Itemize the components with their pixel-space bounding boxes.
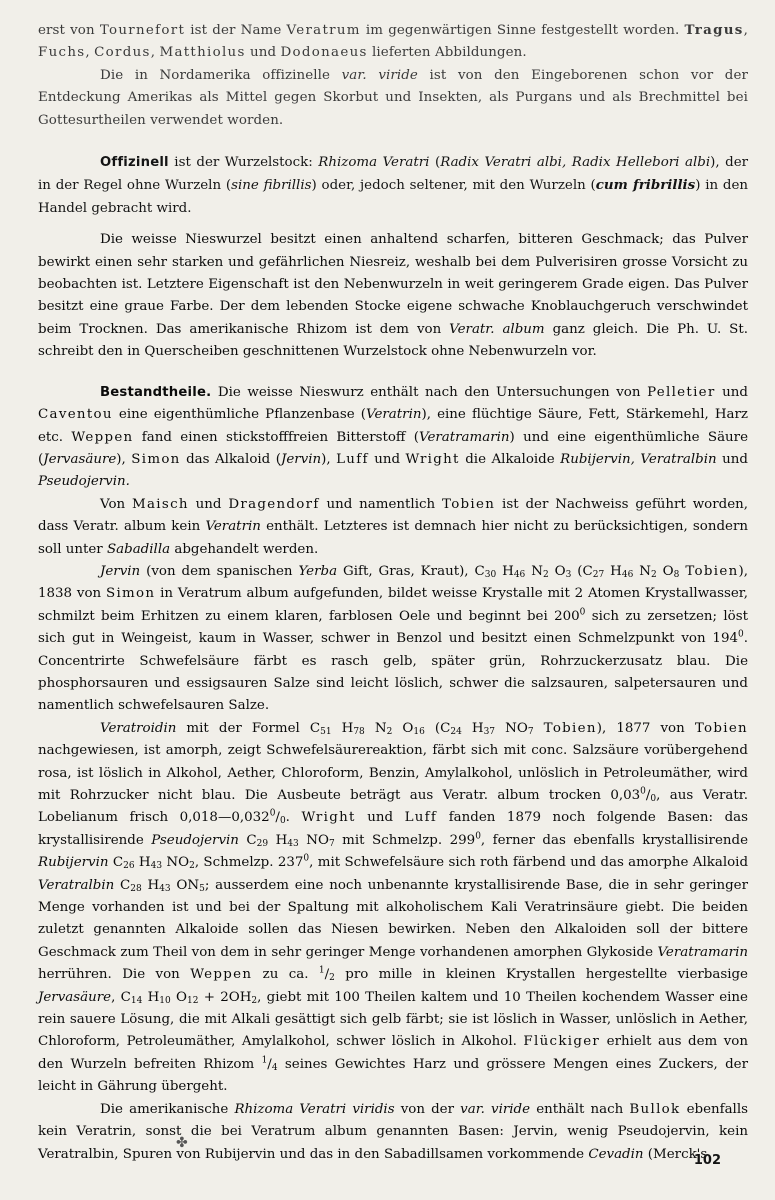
text-run-sub: 0: [650, 794, 657, 804]
text-run: /: [267, 1056, 272, 1072]
text-run-sup: 0: [640, 786, 646, 797]
text-run-i: sine fibrillis: [231, 178, 312, 194]
text-run: H: [496, 563, 514, 579]
text-run-sub: 10: [159, 995, 171, 1006]
text-run-sp: Weppen: [71, 429, 134, 445]
text-run: ON: [170, 877, 200, 893]
text-run: erhielt aus dem von den Wurzeln befreiten Rhizom: [38, 1034, 748, 1072]
text-run: nachgewiesen, ist amorph, zeigt Schwefelsäurereaktion, färbt sich mit conc. Salzsäure vorübergehend rosa, ist löslich in Alkohol, Aether, Chloroform, Benzin, Amylalkohol, unlöslich in Petroleumäther, wird mit Rohrzucker nicht blau. Die Ausbeute beträgt aus Veratr. album trocken 0,03: [38, 743, 748, 803]
text-run: und: [245, 45, 281, 61]
text-run-sub: 2: [189, 861, 195, 872]
text-run-sub: 2: [329, 973, 335, 984]
text-run-sub: 3: [565, 569, 572, 580]
text-run: Von: [100, 496, 133, 512]
text-run-sub: 2: [542, 569, 549, 580]
text-run: ; ausserdem eine noch unbenannte krystallisirende Base, die in sehr geringer Menge vorhanden ist und bei der Spaltung mit alkoholischem Kali Veratrinsäure giebt. Die beiden zuletzt genannten Alkaloide sollen das Niesen bewirken. Neben den Alkaloiden soll der bittere Geschmack zum Theil von dem in sehr geringer Menge vorhandenen amorphen Glykoside: [38, 877, 748, 960]
text-run: ganz gleich. Die Ph. U. St. schreibt den in Querscheiben geschnittenen Wurzelstock ohne Nebenwurzeln vor.: [38, 321, 748, 360]
text-run: N: [525, 563, 543, 579]
text-run-i: Veratroidin: [100, 720, 177, 736]
text-run-i: Rubijervin, Veratralbin: [560, 451, 717, 467]
text-run-sp: Tobien: [543, 720, 597, 736]
text-run: H: [604, 563, 622, 579]
text-run: H: [142, 989, 160, 1005]
text-run: pro mille in kleinen Krystallen hergestellte vierbasige: [334, 967, 748, 983]
text-run: Gift, Gras, Kraut), C: [337, 563, 485, 579]
text-run-sub: 0: [279, 816, 286, 827]
text-run-i: Sabadilla: [106, 541, 171, 557]
text-run: N: [633, 563, 651, 579]
text-run: , C: [111, 989, 131, 1005]
text-run-sp: Tobien: [685, 563, 739, 579]
text-run-head: Bestandtheile.: [100, 384, 212, 400]
text-run: ),: [321, 451, 337, 467]
paragraph-history-tournefort: [38, 19, 748, 65]
text-run: C: [114, 877, 131, 893]
text-run: (Merck's: [643, 1146, 708, 1162]
text-run: .: [285, 810, 302, 826]
text-run: ), 1877 von: [596, 720, 695, 736]
text-run-sp: Luff: [404, 810, 438, 826]
page-number: 102: [693, 1153, 721, 1168]
text-run-sub: 30: [484, 569, 497, 580]
text-run-sp: Wright: [301, 810, 356, 826]
text-run-i: var. viride: [460, 1101, 531, 1117]
text-run-sub: 51: [320, 726, 332, 737]
paragraph-nieswurzel-properties: [38, 229, 748, 363]
text-run: und: [368, 451, 406, 467]
text-run-i: Rhizoma Veratri viridis: [234, 1101, 395, 1117]
text-run-sp: Fuchs: [38, 45, 86, 61]
text-run: sich zu zersetzen; löst sich gut in Weingeist, kaum in Wasser, schwer in Benzol und besitzt einen Schmelzpunkt von 194: [38, 608, 748, 647]
text-run-sub: 27: [592, 569, 605, 580]
text-run: (C: [571, 563, 593, 579]
text-run-sp: Dragendorf: [228, 496, 320, 512]
text-run: und: [715, 384, 748, 400]
text-run: (: [429, 155, 441, 171]
text-run-sup: 1: [318, 965, 325, 976]
text-run: , giebt mit 100 Theilen kaltem und 10 Theilen kochendem Wasser eine rein sauere Lösung, die mit Alkali gesättigt sich gelb färbt; sie ist löslich in Wasser, unlöslich in Aether, Chloroform, Petroleumäther, Amylalkohol, schwer löslich in Alkohol.: [38, 989, 748, 1050]
text-run: H: [141, 877, 160, 893]
text-run-sub: 7: [527, 726, 534, 737]
text-run-sub: 4: [271, 1062, 278, 1073]
text-run: , Schmelzp. 237: [194, 855, 304, 871]
text-run: /: [324, 967, 330, 983]
text-run-sub: 28: [130, 883, 142, 894]
text-run-b-sp: Tragus: [684, 22, 744, 38]
text-run: [534, 721, 544, 736]
text-run: in Veratrum album aufgefunden, bildet weisse Krystalle mit 2 Atomen Krystallwasser, schmilzt beim Erhitzen zu einem klaren, farblosen Oele und beginnt bei 200: [38, 586, 748, 624]
text-run-sup: 0: [738, 629, 744, 640]
text-run: , mit Schwefelsäure sich roth färbend und das amorphe Alkaloid: [309, 855, 749, 871]
text-run: NO: [298, 832, 329, 848]
text-run-sp: Caventou: [38, 407, 113, 423]
text-run-sp: Veratrum: [286, 23, 361, 38]
text-run: enthält nach: [530, 1101, 630, 1117]
text-run-i: Yerba: [298, 563, 338, 579]
text-run-sub: 16: [413, 726, 425, 737]
text-run-sp: Wright: [405, 451, 460, 467]
paragraph-american-rhizome: [38, 1099, 748, 1166]
text-run-i: Pseudojervin: [151, 832, 239, 848]
text-run: ), der in der Regel ohne Wurzeln (: [38, 155, 749, 194]
text-run: Die amerikanische: [100, 1101, 235, 1117]
text-run-sub: 37: [483, 726, 496, 737]
text-run: O: [656, 563, 674, 579]
text-run: ist der Name: [185, 23, 287, 38]
text-run-sup: 0: [269, 808, 276, 819]
text-run: lieferten Abbildungen.: [367, 45, 527, 61]
paragraph-jervin: [38, 561, 748, 718]
text-run-sub: 5: [199, 883, 205, 894]
text-run-sub: 29: [256, 838, 269, 849]
text-run: und: [355, 810, 405, 826]
text-run-sup: 0: [475, 831, 481, 842]
text-run-sup: 0: [303, 853, 310, 864]
text-run-i: Veratr. album: [449, 321, 545, 337]
text-run-sub: 46: [513, 569, 526, 580]
text-run: H: [461, 720, 484, 736]
text-run-sp: Simon: [105, 586, 156, 602]
text-run: H: [331, 720, 354, 736]
text-run: Die in Nordamerika offizinelle: [100, 67, 342, 83]
text-run: N: [364, 720, 387, 736]
text-run: ,: [150, 45, 160, 61]
text-run-i: Veratrin: [205, 519, 261, 535]
text-run-sp: Tobien: [442, 496, 496, 512]
text-run: und: [188, 496, 229, 512]
text-run-sub: 26: [123, 861, 135, 872]
text-run: seines Gewichtes Harz und grössere Mengen eines Zuckers, der leicht in Gährung übergeht.: [38, 1056, 748, 1095]
text-run-i: Jervasäure: [38, 989, 112, 1005]
text-run-sub: 24: [450, 726, 462, 737]
text-run: eine eigenthümliche Pflanzenbase (: [112, 407, 367, 423]
text-run-sp: Tobien: [694, 720, 748, 736]
text-run-sub: 7: [328, 838, 335, 849]
text-run: NO: [495, 720, 528, 736]
text-run-sub: 2: [251, 995, 258, 1006]
text-run: ,: [85, 45, 95, 61]
text-run-sp: Pelletier: [647, 384, 716, 400]
text-run: mit der Formel C: [176, 720, 321, 736]
paragraph-history-america: [38, 65, 748, 132]
text-run: mit Schmelzp. 299: [334, 832, 476, 848]
text-run: fanden 1879 noch folgende Basen: das krystallisirende: [38, 810, 748, 848]
text-run-sp: Simon: [131, 451, 181, 467]
text-run-sub: 12: [186, 995, 199, 1006]
text-run: (C: [424, 720, 451, 736]
text-run: ), 1838 von: [38, 563, 748, 602]
text-run: O: [392, 720, 414, 736]
text-run-sp: Dodonaeus: [280, 45, 368, 61]
text-run-i-b: cum fribrillis: [595, 177, 696, 194]
paragraph-veratrin-absence: [38, 494, 748, 561]
text-run: von der: [394, 1101, 461, 1117]
text-run-i: Rhizoma Veratri: [318, 155, 430, 171]
text-run-i: Jervin: [280, 451, 322, 467]
text-run: ),: [116, 451, 132, 467]
text-run-sup: 0: [579, 607, 586, 618]
ornament-icon: ✤: [176, 1135, 188, 1151]
paragraph-bestandtheile: [38, 382, 748, 494]
text-run-i: Jervasäure: [43, 451, 117, 467]
text-run-i: Veratrin: [366, 407, 422, 423]
text-run-i: Veratralbin: [38, 877, 115, 893]
text-run: O: [170, 989, 187, 1005]
text-run: H: [134, 855, 151, 871]
text-run-sub: 14: [130, 995, 143, 1006]
text-run-i: Pseudojervin.: [38, 474, 130, 490]
text-run: und: [716, 451, 748, 467]
text-run: ist von den Eingeborenen schon vor der Entdeckung Amerikas als Mittel gegen Skorbut und Insekten, als Purgans und als Brechmittel bei Gottesurtheilen verwendet worden.: [38, 67, 749, 128]
text-run: ), eine flüchtige Säure, Fett, Stärkemehl, Harz etc.: [38, 407, 748, 445]
text-run: + 2OH: [198, 989, 252, 1005]
text-run: H: [268, 832, 288, 848]
text-run: , ferner das ebenfalls krystallisirende: [480, 832, 748, 848]
text-run: ) oder, jedoch seltener, mit den Wurzeln (: [311, 178, 596, 194]
text-run: . Concentrirte Schwefelsäure färbt es rasch gelb, später grün, Rohrzuckerzusatz blau. Die phosphorsauren und essigsauren Salze sind leicht löslich, schwer die salzsauren, salpetersauren und namentlich schwefelsauren Salze.: [38, 631, 748, 714]
text-run: ) und eine eigenthümliche Säure (: [38, 429, 748, 467]
text-run-sub: 43: [287, 838, 299, 849]
text-run: ,: [743, 23, 748, 38]
text-run-sub: 43: [159, 883, 171, 894]
text-run-i: Cevadin: [588, 1146, 644, 1162]
text-run: enthält. Letzteres ist demnach hier nicht zu berücksichtigen, sondern soll unter: [38, 519, 749, 557]
text-run-i: Veratramarin: [419, 429, 510, 445]
text-run: abgehandelt werden.: [170, 541, 319, 557]
text-run: Die weisse Nieswurz enthält nach den Untersuchungen von: [211, 384, 648, 400]
text-run-sub: 78: [353, 726, 365, 737]
text-run: erst von: [38, 23, 100, 38]
text-run-sub: 2: [386, 726, 393, 737]
text-run: fand einen stickstofffreien Bitterstoff (: [133, 429, 419, 445]
text-run-sp: Cordus: [94, 45, 151, 61]
text-run-sp: Bullok: [629, 1101, 681, 1117]
text-run-i: Radix Veratri albi, Radix Hellebori albi: [440, 155, 711, 171]
text-run-i: Rubijervin: [38, 855, 109, 871]
text-run: , aus Veratr. Lobelianum frisch 0,018—0,032: [38, 788, 748, 826]
text-run-sub: 8: [673, 569, 680, 580]
text-run: C: [108, 855, 124, 871]
text-run-sp: Tournefort: [99, 23, 186, 38]
text-run: ist der Nachweiss geführt worden, dass Veratr. album kein: [38, 496, 748, 535]
text-run: im gegenwärtigen Sinne festgestellt worden.: [360, 23, 685, 38]
text-run: ) in den Handel gebracht wird.: [38, 178, 749, 216]
text-run-i: var. viride: [341, 67, 418, 83]
text-run-sub: 46: [621, 569, 634, 580]
text-run-sub: 43: [150, 861, 163, 872]
text-run-i: Jervin: [100, 563, 141, 579]
text-run: O: [548, 563, 566, 579]
text-run: und namentlich: [319, 496, 442, 512]
text-run-head: Offizinell: [100, 155, 169, 171]
text-run: ebenfalls kein Veratrin, sonst die bei Veratrum album genannten Basen: Jervin, wenig Pseudojervin, kein Veratralbin, Spuren von Rubijervin und das in den Sabadillsamen vorkommende: [38, 1101, 748, 1162]
text-run: zu ca.: [252, 967, 319, 983]
text-run: das Alkaloid (: [180, 451, 281, 467]
text-run-sp: Flückiger: [523, 1034, 601, 1050]
text-run: die Alkaloide: [459, 451, 561, 467]
text-run-sup: 1: [261, 1055, 268, 1066]
text-run-i: Veratramarin: [657, 944, 748, 960]
text-run: Die weisse Nieswurzel besitzt einen anhaltend scharfen, bitteren Geschmack; das Pulver bewirkt einen sehr starken und gefährlichen Niesreiz, weshalb bei dem Pulverisiren grosse Vorsicht zu beobachten ist. Letztere Eigenschaft ist den Nebenwurzeln in weit geringerem Grade eigen. Das Pulver besitzt eine graue Farbe. Der dem lebenden Stocke eigene schwache Knoblauchgeruch verschwindet beim Trocknen. Das amerikanische Rhizom ist dem von: [38, 232, 748, 337]
text-run-sp: Matthiolus: [159, 45, 246, 61]
paragraph-offizinell: [38, 152, 748, 220]
text-run: (von dem spanischen: [140, 563, 299, 579]
text-run-sp: Luff: [336, 451, 369, 467]
text-run-sp: Maisch: [132, 496, 189, 512]
paragraph-veratroidin: [38, 718, 748, 1099]
text-run-sub: 2: [650, 569, 657, 580]
text-run-sp: Weppen: [190, 967, 253, 983]
text-run: NO: [162, 855, 190, 871]
text-run: /: [275, 810, 280, 826]
text-run: ist der Wurzelstock:: [168, 155, 319, 171]
text-run: /: [645, 788, 651, 803]
text-run: herrühren. Die von: [38, 967, 191, 983]
text-run: C: [238, 832, 257, 848]
